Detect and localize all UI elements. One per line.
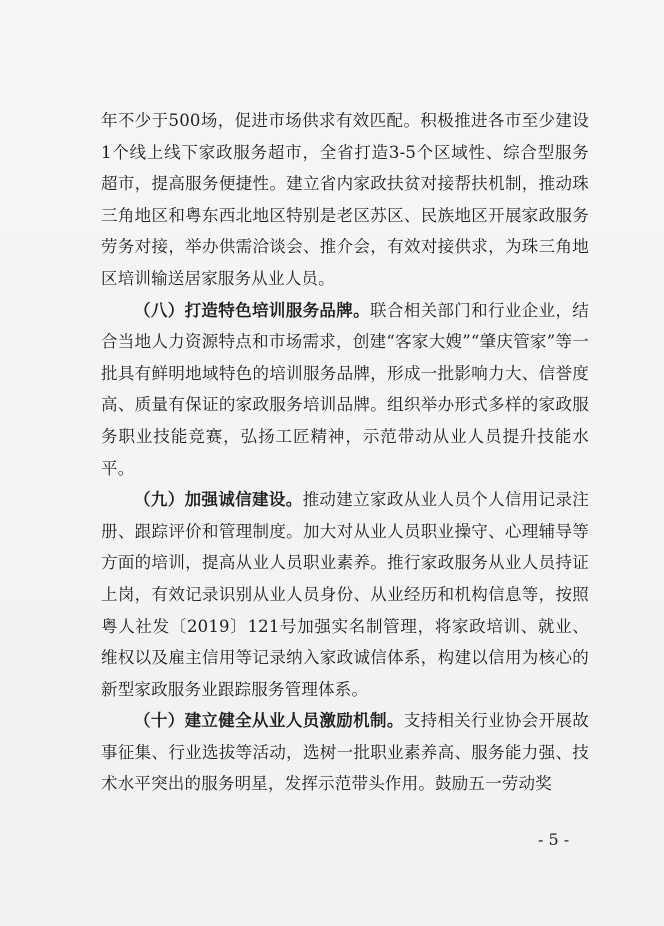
section-heading-8: （八）打造特色培训服务品牌。 <box>134 300 370 320</box>
paragraph-text: 推动建立家政从业人员个人信用记录注册、跟踪评价和管理制度。加大对从业人员职业操守、心理辅导等方面的培训，提高从业人员职业素养。推行家政服务从业人员持证上岗，有效记录识别从业人员身份、从业经历和机构信息等，按照粤人社发〔2019〕121号加强实名制管理，将家政培训、就业、维权以及雇主信用等记录纳入家政诚信体系，构建以信用为核心的新型家政服务业跟踪服务管理体系。 <box>101 490 589 699</box>
paragraph-continuation <box>101 105 589 295</box>
section-heading-10: （十）建立健全从业人员激励机制。 <box>134 711 404 731</box>
paragraph-text: 支持相关行业协会开展故事征集、行业选拔等活动，选树一批职业素养高、服务能力强、技术水平突出的服务明星，发挥示范带头作用。鼓励五一劳动奖 <box>101 711 590 794</box>
page-number: - 5 - <box>538 830 570 849</box>
paragraph-text: 联合相关部门和行业企业，结合当地人力资源特点和市场需求，创建“客家大嫂”“肇庆管家”等一批具有鲜明地域特色的培训服务品牌，形成一批影响力大、信誉度高、质量有保证的家政服务培训品牌。组织举办形式多样的家政服务职业技能竞赛，弘扬工匠精神，示范带动从业人员提升技能水平。 <box>101 300 589 478</box>
paragraph-section-10 <box>101 705 589 800</box>
paragraph-section-9 <box>101 484 589 705</box>
document-body <box>101 105 589 800</box>
section-heading-9: （九）加强诚信建设。 <box>134 490 303 510</box>
paragraph-text: 年不少于500场，促进市场供求有效匹配。积极推进各市至少建设1个线上线下家政服务超市，全省打造3-5个区域性、综合型服务超市，提高服务便捷性。建立省内家政扶贫对接帮扶机制，推动珠三角地区和粤东西北地区特别是老区苏区、民族地区开展家政服务劳务对接，举办供需洽谈会、推介会，有效对接供求，为珠三角地区培训输送居家服务从业人员。 <box>101 111 589 288</box>
paragraph-section-8 <box>101 295 589 485</box>
